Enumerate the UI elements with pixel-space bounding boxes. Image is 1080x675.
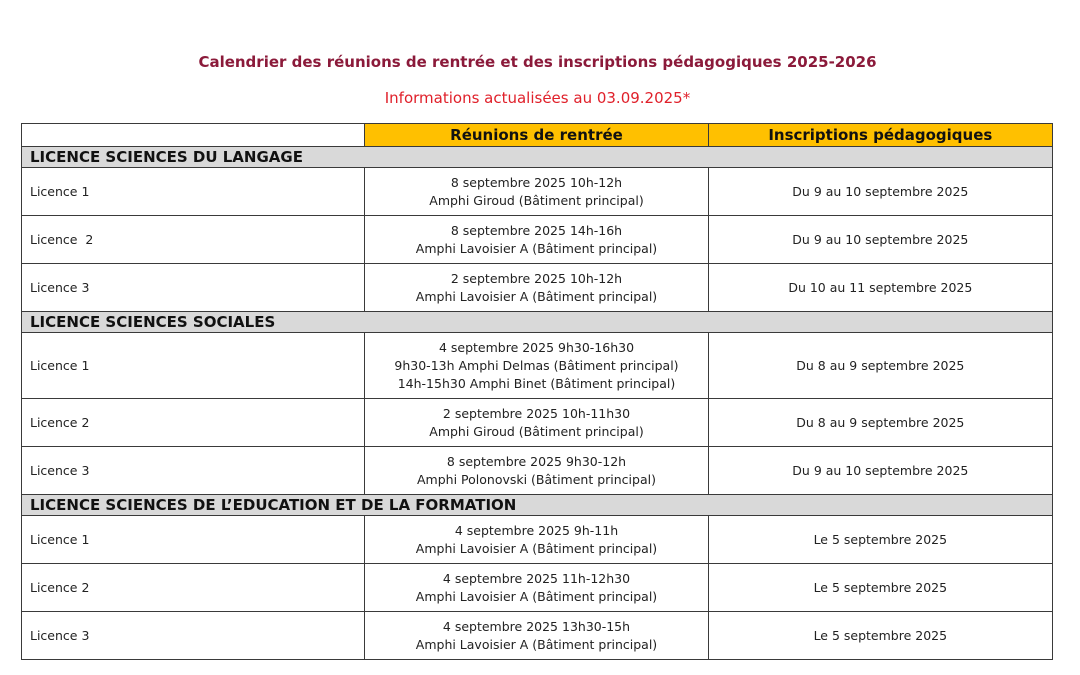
header-registrations: Inscriptions pédagogiques — [708, 124, 1052, 147]
meeting-line: Amphi Giroud (Bâtiment principal) — [429, 423, 644, 439]
table-row — [22, 564, 1053, 612]
registration-cell: Du 9 au 10 septembre 2025 — [708, 447, 1052, 495]
meeting-line: 9h30-13h Amphi Delmas (Bâtiment principal) — [394, 357, 679, 373]
meeting-cell — [365, 399, 708, 447]
level-cell: Licence 3 — [22, 447, 365, 495]
meeting-cell — [365, 168, 708, 216]
level-cell: Licence 1 — [22, 168, 365, 216]
level-cell: Licence 1 — [22, 516, 365, 564]
meeting-cell — [365, 447, 708, 495]
meeting-cell — [365, 264, 708, 312]
registration-cell: Du 8 au 9 septembre 2025 — [708, 399, 1052, 447]
meeting-cell — [365, 516, 708, 564]
meeting-line: Amphi Lavoisier A (Bâtiment principal) — [415, 540, 658, 556]
registration-cell: Le 5 septembre 2025 — [708, 612, 1052, 660]
level-cell: Licence 3 — [22, 612, 365, 660]
meeting-line: 4 septembre 2025 13h30-15h — [442, 618, 631, 634]
meeting-line: Amphi Giroud (Bâtiment principal) — [429, 192, 644, 208]
meeting-line: Amphi Lavoisier A (Bâtiment principal) — [415, 588, 658, 604]
table-header-row — [22, 124, 1053, 147]
table-row — [22, 264, 1053, 312]
table-row — [22, 447, 1053, 495]
table-row — [22, 168, 1053, 216]
table-row — [22, 516, 1053, 564]
meeting-line: Amphi Polonovski (Bâtiment principal) — [417, 471, 656, 487]
meeting-line: Amphi Lavoisier A (Bâtiment principal) — [415, 636, 658, 652]
section-row — [22, 147, 1053, 168]
meeting-line: 8 septembre 2025 14h-16h — [450, 222, 623, 238]
table-row — [22, 333, 1053, 399]
meeting-line: 2 septembre 2025 10h-11h30 — [442, 405, 631, 421]
registration-cell: Du 10 au 11 septembre 2025 — [708, 264, 1052, 312]
level-cell: Licence 3 — [22, 264, 365, 312]
meeting-cell — [365, 216, 708, 264]
header-blank-cell — [22, 124, 365, 147]
meeting-line: Amphi Lavoisier A (Bâtiment principal) — [415, 288, 658, 304]
meeting-line: Amphi Lavoisier A (Bâtiment principal) — [415, 240, 658, 256]
registration-cell: Du 9 au 10 septembre 2025 — [708, 216, 1052, 264]
table-row — [22, 399, 1053, 447]
meeting-line: 14h-15h30 Amphi Binet (Bâtiment principal) — [397, 375, 676, 391]
level-cell: Licence 2 — [22, 564, 365, 612]
meeting-line: 4 septembre 2025 11h-12h30 — [442, 570, 631, 586]
schedule-table — [21, 123, 1053, 660]
section-title: LICENCE SCIENCES DU LANGAGE — [22, 147, 1053, 168]
section-row — [22, 495, 1053, 516]
table-row — [22, 612, 1053, 660]
meeting-cell — [365, 612, 708, 660]
level-cell: Licence 1 — [22, 333, 365, 399]
registration-cell: Le 5 septembre 2025 — [708, 564, 1052, 612]
registration-cell: Du 8 au 9 septembre 2025 — [708, 333, 1052, 399]
meeting-line: 2 septembre 2025 10h-12h — [450, 270, 623, 286]
meeting-cell — [365, 333, 708, 399]
section-title: LICENCE SCIENCES SOCIALES — [22, 312, 1053, 333]
meeting-cell — [365, 564, 708, 612]
meeting-line: 8 septembre 2025 10h-12h — [450, 174, 623, 190]
level-cell: Licence 2 — [22, 399, 365, 447]
meeting-line: 4 septembre 2025 9h-11h — [454, 522, 619, 538]
header-meetings: Réunions de rentrée — [365, 124, 708, 147]
meeting-line: 4 septembre 2025 9h30-16h30 — [438, 339, 635, 355]
registration-cell: Le 5 septembre 2025 — [708, 516, 1052, 564]
meeting-line: 8 septembre 2025 9h30-12h — [446, 453, 627, 469]
section-row — [22, 312, 1053, 333]
level-cell: Licence 2 — [22, 216, 365, 264]
registration-cell: Du 9 au 10 septembre 2025 — [708, 168, 1052, 216]
table-row — [22, 216, 1053, 264]
section-title: LICENCE SCIENCES DE L’EDUCATION ET DE LA FORMATION — [22, 495, 1053, 516]
page-subtitle: Informations actualisées au 03.09.2025* — [384, 89, 691, 107]
page-title: Calendrier des réunions de rentrée et des inscriptions pédagogiques 2025-2026 — [198, 53, 877, 71]
